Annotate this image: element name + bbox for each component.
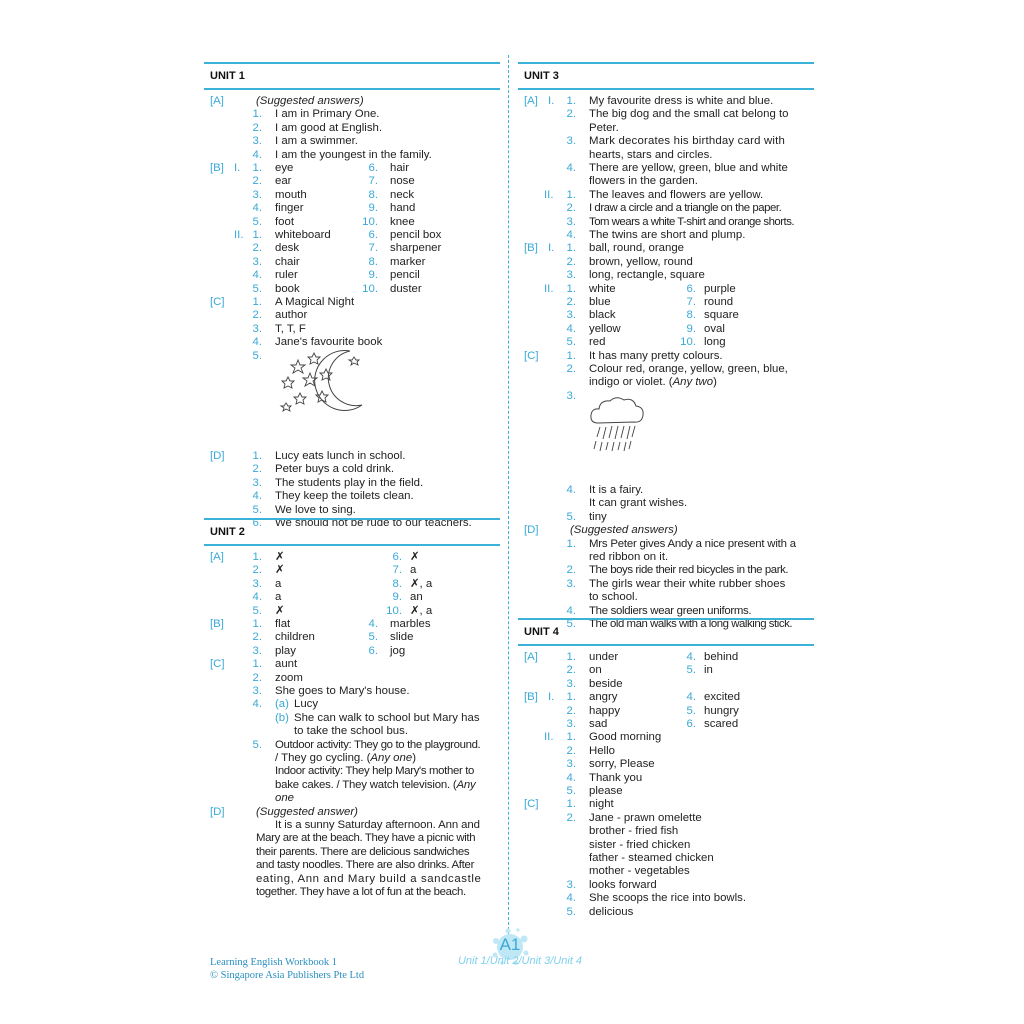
item-number: 4. xyxy=(566,322,576,335)
answer-text: The boys ride their red bicycles in the park. xyxy=(589,564,789,577)
item-number: 7. xyxy=(392,564,402,577)
answer-text: Indoor activity: They help Mary's mother to xyxy=(275,765,474,778)
answer-text: Outdoor activity: They go to the playground. xyxy=(275,738,481,751)
item-number: 2. xyxy=(566,811,576,824)
roman-numeral: II. xyxy=(544,188,554,201)
answer-text: We should not be rude to our teachers. xyxy=(275,517,472,529)
book-title: Learning English Workbook 1 xyxy=(210,957,337,968)
answer-text: hearts, stars and circles. xyxy=(589,148,713,161)
answer-text: slide xyxy=(390,631,414,644)
item-number: 9. xyxy=(392,591,402,604)
item-number: 9. xyxy=(368,269,378,282)
item-number: 3. xyxy=(252,644,262,657)
item-number: 4. xyxy=(252,202,262,215)
answer-text: ) xyxy=(412,752,416,764)
section-label: [B] xyxy=(524,691,538,704)
answer-text: white xyxy=(589,282,616,295)
section-label: [D] xyxy=(210,805,225,818)
item-number: 2. xyxy=(252,671,262,684)
answer-text: / They go cycling. ( xyxy=(275,752,371,764)
item-number: 4. xyxy=(566,162,576,174)
answer-text: The soldiers wear green uniforms. xyxy=(589,604,752,617)
publisher: © Singapore Asia Publishers Pte Ltd xyxy=(210,970,365,981)
answer-text: an xyxy=(410,591,423,604)
answer-text: ✗, a xyxy=(410,604,433,617)
suggested-note: (Suggested answers) xyxy=(570,524,678,537)
item-number: 3. xyxy=(566,577,576,590)
item-number: 7. xyxy=(368,242,378,255)
item-number: 3. xyxy=(566,309,576,322)
answer-text: ✗ xyxy=(410,551,420,563)
item-number: 8. xyxy=(368,188,378,201)
unit-2 xyxy=(204,518,500,898)
unit-3-title: UNIT 3 xyxy=(518,62,814,90)
answer-text: bake cakes. / They watch television. ( xyxy=(275,778,457,791)
footer-credits xyxy=(210,956,364,982)
section-label: [B] xyxy=(210,618,224,630)
answer-text: excited xyxy=(704,691,741,704)
sub-label: (a) xyxy=(275,698,289,711)
answer-text: eye xyxy=(275,162,294,174)
suggested-note: (Suggested answer) xyxy=(256,805,358,818)
answer-text: play xyxy=(275,644,296,657)
answer-text: chair xyxy=(275,255,300,268)
answer-text: Jane - prawn omelette xyxy=(589,811,702,824)
answer-text: book xyxy=(275,282,300,295)
answer-text: tiny xyxy=(589,510,607,523)
answer-text: in xyxy=(704,664,713,677)
page-number: A1 xyxy=(499,935,521,954)
section-label: [A] xyxy=(524,651,538,663)
section-label: [B] xyxy=(524,242,538,255)
answer-text: Jane's favourite book xyxy=(275,336,383,349)
item-number: 3. xyxy=(252,322,262,335)
item-number: 1. xyxy=(566,798,576,811)
item-number: 3. xyxy=(566,878,576,891)
answer-text: blue xyxy=(589,296,611,308)
item-number: 8. xyxy=(368,255,378,268)
answer-text: red xyxy=(589,336,606,349)
item-number: 5. xyxy=(252,604,262,617)
item-number: 2. xyxy=(252,121,262,134)
footer-unit-range: Unit 1/Unit 2/Unit 3/Unit 4 xyxy=(457,955,583,967)
answer-text: I am a swimmer. xyxy=(275,135,358,148)
item-number: 5. xyxy=(566,618,576,630)
answer-text: beside xyxy=(589,677,623,690)
answer-text: round xyxy=(704,296,734,308)
item-number: 3. xyxy=(252,476,262,489)
item-number: 5. xyxy=(368,631,378,644)
paragraph-line: and tasty noodles. There are also drinks. After xyxy=(256,859,475,872)
item-number: 7. xyxy=(368,175,378,188)
answer-text: Peter buys a cold drink. xyxy=(275,463,395,476)
item-number: 4. xyxy=(686,651,696,663)
section-label: [C] xyxy=(210,658,225,671)
item-number: 4. xyxy=(686,691,696,704)
item-number: 2. xyxy=(252,175,262,188)
item-number: 3. xyxy=(252,255,262,268)
item-number: 2. xyxy=(252,463,262,476)
section-label: [A] xyxy=(210,95,224,107)
answer-text: yellow xyxy=(589,322,621,335)
answer-text: ✗ xyxy=(275,551,285,563)
item-number: 4. xyxy=(252,591,262,604)
item-number: 1. xyxy=(252,658,262,671)
answer-text: red ribbon on it. xyxy=(589,551,669,563)
answer-text: Lucy eats lunch in school. xyxy=(275,450,406,462)
item-number: 2. xyxy=(252,631,262,644)
unit-3 xyxy=(518,62,814,630)
paragraph-line: eating, Ann and Mary build a sandcastle xyxy=(256,872,482,885)
item-number: 5. xyxy=(252,282,262,295)
item-number: 5. xyxy=(686,664,696,677)
answer-text: Colour red, orange, yellow, green, blue, xyxy=(589,363,788,375)
answer-text: a xyxy=(275,591,282,604)
moon-and-stars-drawing xyxy=(278,345,378,415)
answer-text: to take the school bus. xyxy=(294,725,408,738)
item-number: 6. xyxy=(368,162,378,174)
section-label: [C] xyxy=(524,798,539,811)
answer-text: We love to sing. xyxy=(275,503,356,516)
rain-cloud-drawing xyxy=(588,395,648,457)
item-number: 3. xyxy=(566,135,576,148)
section-label: [B] xyxy=(210,162,224,174)
answer-text: long xyxy=(704,336,726,349)
answer-text: The twins are short and plump. xyxy=(589,229,746,241)
answer-text: aunt xyxy=(275,658,298,671)
unit-4 xyxy=(518,618,814,918)
answer-text: a xyxy=(275,577,282,590)
answer-text: Hello xyxy=(589,744,615,757)
answer-text: zoom xyxy=(275,671,303,684)
answer-text: She goes to Mary's house. xyxy=(275,685,410,697)
sub-label: (b) xyxy=(275,711,289,724)
answer-text: She scoops the rice into bowls. xyxy=(589,892,747,905)
item-number: 4. xyxy=(368,618,378,630)
answer-text: ear xyxy=(275,175,292,188)
item-number: 1. xyxy=(252,108,262,121)
answer-text: marker xyxy=(390,255,426,268)
item-number: 4. xyxy=(252,148,262,161)
answer-text: I draw a circle and a triangle on the paper. xyxy=(589,202,782,215)
answer-text: Mrs Peter gives Andy a nice present with a xyxy=(589,537,796,550)
unit-1 xyxy=(204,62,500,529)
roman-numeral: II. xyxy=(234,229,244,241)
answer-text: The girls wear their white rubber shoes xyxy=(589,577,786,590)
any-one-note: Any one xyxy=(370,752,413,764)
answer-text: desk xyxy=(275,242,300,255)
roman-numeral: II. xyxy=(544,282,554,295)
roman-numeral: I. xyxy=(548,242,555,255)
answer-text: sister - fried chicken xyxy=(589,838,691,851)
item-number: 3. xyxy=(252,135,262,148)
item-number: 4. xyxy=(566,604,576,617)
item-number: 4. xyxy=(252,490,262,503)
answer-text: under xyxy=(589,651,619,663)
item-number: 2. xyxy=(566,564,576,577)
item-number: 5. xyxy=(566,510,576,523)
answer-text: neck xyxy=(390,188,415,201)
any-note: one xyxy=(275,792,295,805)
section-label: [D] xyxy=(524,524,539,537)
item-number: 5. xyxy=(252,215,262,228)
item-number: 2. xyxy=(252,242,262,255)
item-number: 3. xyxy=(566,269,576,282)
answer-text: sharpener xyxy=(390,242,442,255)
item-number: 4. xyxy=(566,892,576,905)
answer-text: please xyxy=(589,785,623,797)
item-number: 4. xyxy=(566,484,576,496)
item-number: 8. xyxy=(686,309,696,322)
answer-text: Lucy xyxy=(294,698,319,711)
section-label: [C] xyxy=(210,296,225,308)
item-number: 1. xyxy=(252,551,262,563)
item-number: 3. xyxy=(566,718,576,730)
section-label: [A] xyxy=(210,551,224,563)
answer-text: I am the youngest in the family. xyxy=(275,148,432,161)
item-number: 6. xyxy=(392,551,402,563)
answer-text: sorry, Please xyxy=(589,758,655,771)
item-number: 10. xyxy=(680,336,696,349)
item-number: 5. xyxy=(252,503,262,516)
item-number: 2. xyxy=(566,202,576,215)
item-number: 2. xyxy=(252,309,262,322)
item-number: 4. xyxy=(252,698,262,711)
item-number: 2. xyxy=(566,704,576,717)
answer-text: delicious xyxy=(589,905,634,918)
answer-text: Peter. xyxy=(589,121,619,134)
answer-text: foot xyxy=(275,215,294,228)
item-number: 5. xyxy=(566,905,576,918)
unit-4-title: UNIT 4 xyxy=(518,618,814,646)
item-number: 1. xyxy=(252,618,262,630)
answer-text: behind xyxy=(704,651,739,663)
answer-text: looks forward xyxy=(589,878,657,891)
answer-text: I am good at English. xyxy=(275,121,383,134)
item-number: 5. xyxy=(566,785,576,797)
answer-text: The students play in the field. xyxy=(275,476,424,489)
answer-text: children xyxy=(275,631,315,644)
item-number: 1. xyxy=(566,651,576,663)
section-label: [D] xyxy=(210,450,225,462)
item-number: 9. xyxy=(368,202,378,215)
answer-text: It can grant wishes. xyxy=(589,497,688,510)
answer-text: pencil xyxy=(390,269,420,282)
section-label: [C] xyxy=(524,349,539,362)
item-number: 7. xyxy=(686,296,696,308)
paragraph-line: their parents. There are delicious sandwiches xyxy=(256,845,470,858)
answer-text: a xyxy=(410,564,417,577)
answer-text: father - steamed chicken xyxy=(589,852,714,864)
item-number: 5. xyxy=(252,349,262,362)
answer-text: jog xyxy=(390,644,406,657)
answer-text: Mark decorates his birthday card with xyxy=(589,135,786,148)
answer-text: duster xyxy=(390,282,422,295)
answer-text: The big dog and the small cat belong to xyxy=(589,108,789,121)
answer-text: nose xyxy=(390,175,415,188)
section-label: [A] xyxy=(524,95,538,107)
item-number: 9. xyxy=(686,322,696,335)
item-number: 1. xyxy=(252,229,262,241)
roman-numeral: I. xyxy=(548,95,555,107)
answer-text: flat xyxy=(275,618,291,630)
answer-text: ball, round, orange xyxy=(589,242,684,255)
answer-text: Tom wears a white T-shirt and orange shorts. xyxy=(589,215,795,228)
answer-text: ✗, a xyxy=(410,577,433,590)
answer-text: brown, yellow, round xyxy=(589,255,693,268)
item-number: 4. xyxy=(252,336,262,349)
answer-text: oval xyxy=(704,322,725,335)
item-number: 1. xyxy=(566,691,576,704)
item-number: 2. xyxy=(566,108,576,121)
answer-text: She can walk to school but Mary has xyxy=(294,711,480,724)
answer-text: whiteboard xyxy=(275,229,331,241)
answer-text: It has many pretty colours. xyxy=(589,349,723,362)
answer-text: My favourite dress is white and blue. xyxy=(589,95,774,107)
answer-text: ) xyxy=(713,376,717,389)
answer-text: Thank you xyxy=(589,771,643,784)
answer-text: They keep the toilets clean. xyxy=(275,490,414,503)
item-number: 6. xyxy=(686,282,696,295)
item-number: 1. xyxy=(566,188,576,201)
item-number: 2. xyxy=(566,664,576,677)
answer-text: brother - fried fish xyxy=(589,825,679,838)
roman-numeral: I. xyxy=(548,691,555,704)
item-number: 4. xyxy=(566,229,576,241)
answer-text: The old man walks with a long walking stick. xyxy=(589,618,793,630)
answer-text: pencil box xyxy=(390,229,442,241)
answer-text: scared xyxy=(704,718,739,730)
item-number: 1. xyxy=(566,282,576,295)
paragraph-line: Mary are at the beach. They have a picnic with xyxy=(256,832,476,845)
item-number: 3. xyxy=(252,577,262,590)
answer-text: square xyxy=(704,309,739,322)
paragraph-line: It is a sunny Saturday afternoon. Ann and xyxy=(275,819,480,831)
item-number: 6. xyxy=(368,229,378,241)
item-number: 2. xyxy=(566,255,576,268)
answer-text: flowers in the garden. xyxy=(589,175,698,188)
answer-text: I am in Primary One. xyxy=(275,108,380,121)
answer-text: angry xyxy=(589,691,618,704)
item-number: 1. xyxy=(252,450,262,462)
item-number: 8. xyxy=(392,577,402,590)
item-number: 1. xyxy=(566,349,576,362)
item-number: 3. xyxy=(566,215,576,228)
item-number: 4. xyxy=(252,269,262,282)
item-number: 1. xyxy=(252,296,262,308)
roman-numeral: I. xyxy=(234,162,241,174)
any-note: Any xyxy=(456,778,476,791)
answer-text: to school. xyxy=(589,591,638,604)
answer-text: ruler xyxy=(275,269,298,282)
answer-text: author xyxy=(275,309,308,322)
answer-text: black xyxy=(589,309,616,322)
item-number: 2. xyxy=(566,363,576,375)
item-number: 3. xyxy=(566,758,576,771)
item-number: 6. xyxy=(252,517,262,529)
answer-text: finger xyxy=(275,202,304,215)
answer-text: ✗ xyxy=(275,564,285,577)
item-number: 4. xyxy=(566,771,576,784)
item-number: 1. xyxy=(566,95,576,107)
answer-text: The leaves and flowers are yellow. xyxy=(589,188,764,201)
item-number: 2. xyxy=(566,296,576,308)
item-number: 10. xyxy=(386,604,402,617)
item-number: 2. xyxy=(566,744,576,757)
item-number: 5. xyxy=(252,738,262,751)
item-number: 10. xyxy=(362,282,378,295)
answer-text: sad xyxy=(589,718,608,730)
answer-text: hair xyxy=(390,162,409,174)
answer-text: night xyxy=(589,798,614,811)
item-number: 3. xyxy=(566,677,576,690)
answer-text: marbles xyxy=(390,618,431,630)
item-number: 6. xyxy=(686,718,696,730)
answer-text: long, rectangle, square xyxy=(589,269,705,282)
item-number: 10. xyxy=(362,215,378,228)
answer-text: ✗ xyxy=(275,604,285,617)
item-number: 5. xyxy=(566,336,576,349)
unit-1-title: UNIT 1 xyxy=(204,62,500,90)
item-number: 2. xyxy=(252,564,262,577)
item-number: 3. xyxy=(252,188,262,201)
answer-text: hungry xyxy=(704,704,739,717)
answer-text: There are yellow, green, blue and white xyxy=(589,162,788,174)
answer-text: Good morning xyxy=(589,731,662,744)
suggested-note: (Suggested answers) xyxy=(256,95,364,107)
item-number: 1. xyxy=(566,242,576,255)
item-number: 1. xyxy=(566,537,576,550)
answer-text: knee xyxy=(390,215,415,228)
item-number: 3. xyxy=(566,389,576,402)
answer-text: on xyxy=(589,664,602,677)
item-number: 6. xyxy=(368,644,378,657)
answer-text: purple xyxy=(704,282,736,295)
answer-text: hand xyxy=(390,202,416,215)
answer-text: happy xyxy=(589,704,621,717)
item-number: 5. xyxy=(686,704,696,717)
paragraph-line: together. They have a lot of fun at the beach. xyxy=(256,886,466,898)
item-number: 1. xyxy=(252,162,262,174)
roman-numeral: II. xyxy=(544,731,554,744)
item-number: 3. xyxy=(252,685,262,697)
any-two-note: Any two xyxy=(672,376,714,389)
answer-text: indigo or violet. ( xyxy=(589,376,673,389)
unit-2-title: UNIT 2 xyxy=(204,518,500,546)
answer-text: mother - vegetables xyxy=(589,865,690,878)
answer-text: mouth xyxy=(275,188,307,201)
answer-text: It is a fairy. xyxy=(589,484,644,496)
answer-text: A Magical Night xyxy=(275,296,355,308)
item-number: 1. xyxy=(566,731,576,744)
answer-text: T, T, F xyxy=(275,322,306,335)
column-divider xyxy=(508,55,509,940)
